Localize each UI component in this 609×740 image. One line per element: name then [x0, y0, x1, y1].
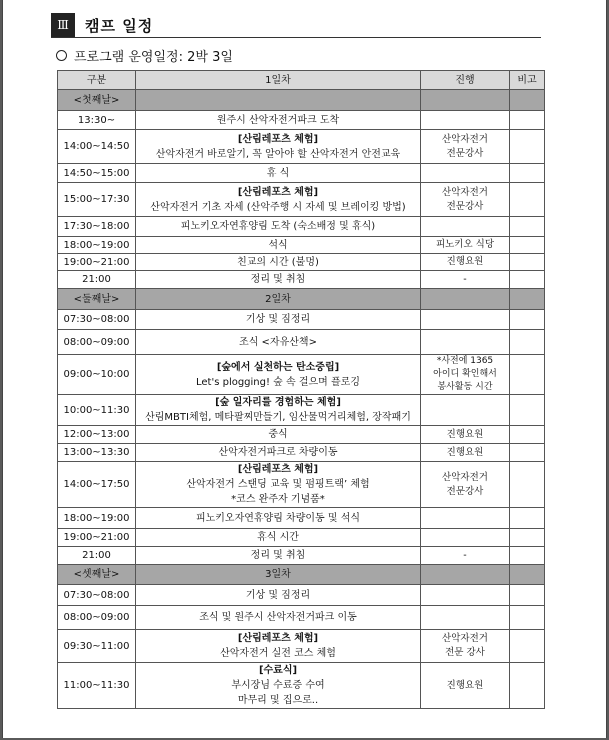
remarks-cell: [510, 355, 545, 395]
program-line: 피노키오자연휴양림 차량이동 및 석식: [195, 512, 361, 524]
schedule-row: [58, 395, 545, 426]
host-line: 전문강사: [446, 147, 484, 159]
program-cell: [136, 630, 421, 663]
circle-bullet-icon: [56, 50, 67, 61]
host-line: *사전에 1365: [436, 356, 494, 366]
schedule-row: [58, 237, 545, 254]
host-line: -: [463, 549, 467, 561]
time-cell: 08:00~09:00: [58, 330, 136, 355]
program-cell: [136, 606, 421, 630]
time-cell: 09:00~10:00: [58, 355, 136, 395]
table-header-row: [58, 71, 545, 90]
program-cell: [136, 663, 421, 709]
program-cell: [136, 330, 421, 355]
remarks-cell: [510, 164, 545, 183]
schedule-row: [58, 310, 545, 330]
day-divider-row: [58, 90, 545, 111]
program-line: 산악자전거 스탠딩 교육 및 펌핑트랙’ 체험: [186, 479, 370, 490]
program-line: Let's plogging! 숲 속 걸으며 플로깅: [195, 376, 360, 388]
program-cell: [136, 395, 421, 426]
host-cell: [421, 254, 510, 271]
host-cell: [421, 183, 510, 217]
program-cell: [136, 508, 421, 529]
remarks-cell: [510, 606, 545, 630]
remarks-cell: [510, 529, 545, 547]
host-line: 진행요원: [446, 679, 484, 691]
schedule-row: [58, 355, 545, 395]
remarks-cell: [510, 444, 545, 462]
header-remarks: 비고: [510, 71, 545, 90]
day-label: <둘째날>: [58, 289, 136, 310]
schedule-row: [58, 130, 545, 164]
section-underline: [51, 37, 541, 38]
host-cell: [421, 606, 510, 630]
host-line: 산악자전거: [442, 133, 488, 145]
header-category: 구분: [58, 71, 136, 90]
program-cell: [136, 529, 421, 547]
schedule-body: [58, 90, 545, 709]
host-line: 진행요원: [446, 256, 484, 267]
host-line: 전문강사: [446, 200, 484, 212]
program-line: 산악자전거 바로알기, 꼭 알아야 할 산악자전거 안전교육: [155, 148, 401, 160]
time-cell: 18:00~19:00: [58, 237, 136, 254]
host-cell: [421, 130, 510, 164]
program-line: 피노키오자연휴양림 도착 (숙소배정 및 휴식): [180, 221, 376, 232]
schedule-row: [58, 271, 545, 289]
day-number: 2일차: [136, 289, 421, 310]
host-cell: [421, 271, 510, 289]
host-cell: [421, 111, 510, 130]
program-duration-text: 프로그램 운영일정: 2박 3일: [74, 50, 233, 65]
time-cell: 13:00~13:30: [58, 444, 136, 462]
remarks-cell: [510, 630, 545, 663]
day-label: <셋째날>: [58, 565, 136, 585]
host-line: 전문강사: [446, 485, 484, 497]
day-host-cell: [421, 90, 510, 111]
program-line: 정리 및 취침: [250, 274, 306, 285]
host-line: 진행요원: [446, 446, 484, 458]
time-cell: 08:00~09:00: [58, 606, 136, 630]
time-cell: 14:50~15:00: [58, 164, 136, 183]
program-duration: [56, 46, 233, 65]
schedule-row: [58, 164, 545, 183]
program-cell: [136, 130, 421, 164]
program-line: 기상 및 짐정리: [245, 589, 311, 601]
remarks-cell: [510, 508, 545, 529]
remarks-cell: [510, 663, 545, 709]
time-cell: 19:00~21:00: [58, 529, 136, 547]
day-host-cell: [421, 289, 510, 310]
schedule-row: [58, 585, 545, 606]
host-cell: [421, 547, 510, 565]
program-line: [산림레포츠 체험]: [237, 633, 319, 644]
header-host: 진행: [421, 71, 510, 90]
remarks-cell: [510, 330, 545, 355]
program-cell: [136, 444, 421, 462]
program-cell: [136, 585, 421, 606]
program-line: [산림레포츠 체험]: [237, 133, 319, 145]
time-cell: 19:00~21:00: [58, 254, 136, 271]
host-line: 전문 강사: [445, 647, 485, 658]
remarks-cell: [510, 183, 545, 217]
program-line: 휴식 시간: [257, 532, 299, 543]
program-cell: [136, 355, 421, 395]
section-header: [51, 13, 541, 37]
time-cell: 11:00~11:30: [58, 663, 136, 709]
remarks-cell: [510, 462, 545, 508]
program-line: 마무리 및 집으로..: [237, 695, 319, 706]
host-cell: [421, 426, 510, 444]
program-line: 부시장님 수료증 수여: [231, 680, 325, 691]
schedule-row: [58, 426, 545, 444]
host-cell: [421, 630, 510, 663]
time-cell: 21:00: [58, 271, 136, 289]
time-cell: 18:00~19:00: [58, 508, 136, 529]
schedule-row: [58, 462, 545, 508]
host-cell: [421, 508, 510, 529]
program-line: 산악자전거파크로 차량이동: [218, 447, 338, 458]
time-cell: 14:00~17:50: [58, 462, 136, 508]
program-line: 중식: [268, 429, 288, 440]
day-divider-row: [58, 289, 545, 310]
schedule-row: [58, 547, 545, 565]
host-cell: [421, 217, 510, 237]
program-line: 조식 및 원주시 산악자전거파크 이동: [199, 612, 357, 623]
section-number: Ⅲ: [51, 13, 75, 37]
schedule-row: [58, 330, 545, 355]
program-cell: [136, 462, 421, 508]
document-page: [2, 0, 607, 738]
host-cell: [421, 237, 510, 254]
remarks-cell: [510, 395, 545, 426]
host-cell: [421, 585, 510, 606]
program-cell: [136, 237, 421, 254]
time-cell: 10:00~11:30: [58, 395, 136, 426]
schedule-row: [58, 111, 545, 130]
day-remarks-cell: [510, 90, 545, 111]
time-cell: 07:30~08:00: [58, 310, 136, 330]
program-line: 친교의 시간 (불멍): [237, 256, 319, 268]
program-cell: [136, 547, 421, 565]
host-line: 피노키오 식당: [435, 239, 495, 250]
program-cell: [136, 310, 421, 330]
host-line: -: [463, 273, 467, 285]
program-cell: [136, 254, 421, 271]
schedule-row: [58, 183, 545, 217]
remarks-cell: [510, 111, 545, 130]
host-line: 아이디 확인해서: [433, 369, 497, 379]
remarks-cell: [510, 547, 545, 565]
remarks-cell: [510, 130, 545, 164]
remarks-cell: [510, 237, 545, 254]
program-line: [숲 일자리를 경험하는 체험]: [215, 397, 341, 408]
schedule-row: [58, 254, 545, 271]
remarks-cell: [510, 310, 545, 330]
schedule-row: [58, 606, 545, 630]
schedule-row: [58, 444, 545, 462]
remarks-cell: [510, 426, 545, 444]
host-cell: [421, 663, 510, 709]
time-cell: 09:30~11:00: [58, 630, 136, 663]
schedule-row: [58, 630, 545, 663]
host-line: 산악자전거: [442, 471, 488, 483]
day-number: 3일차: [136, 565, 421, 585]
program-cell: [136, 217, 421, 237]
schedule-table: [57, 70, 545, 709]
day-divider-row: [58, 565, 545, 585]
program-line: 산악자전거 기초 자세 (산악주행 시 자세 및 브레이킹 방법): [150, 201, 406, 213]
time-cell: 13:30~: [58, 111, 136, 130]
host-line: 산악자전거: [442, 633, 488, 644]
remarks-cell: [510, 585, 545, 606]
program-line: [산림레포츠 체험]: [237, 186, 319, 198]
program-line: [수료식]: [258, 665, 298, 676]
host-cell: [421, 310, 510, 330]
day-host-cell: [421, 565, 510, 585]
host-cell: [421, 395, 510, 426]
schedule-row: [58, 529, 545, 547]
host-line: 진행요원: [446, 428, 484, 440]
program-line: 석식: [268, 239, 288, 251]
remarks-cell: [510, 254, 545, 271]
time-cell: 17:30~18:00: [58, 217, 136, 237]
program-line: 기상 및 짐정리: [245, 314, 311, 325]
time-cell: 07:30~08:00: [58, 585, 136, 606]
time-cell: 14:00~14:50: [58, 130, 136, 164]
program-line: 휴 식: [266, 167, 290, 179]
schedule-row: [58, 217, 545, 237]
program-line: [산림레포츠 체험]: [237, 464, 319, 475]
host-line: 산악자전거: [442, 186, 488, 198]
program-line: 조식 <자유산책>: [239, 336, 317, 348]
time-cell: 15:00~17:30: [58, 183, 136, 217]
schedule-row: [58, 508, 545, 529]
remarks-cell: [510, 271, 545, 289]
program-line: 산악자전거 실전 코스 체험: [220, 648, 336, 659]
program-cell: [136, 164, 421, 183]
host-cell: [421, 529, 510, 547]
remarks-cell: [510, 217, 545, 237]
time-cell: 21:00: [58, 547, 136, 565]
day-label: <첫째날>: [58, 90, 136, 111]
host-cell: [421, 462, 510, 508]
program-cell: [136, 271, 421, 289]
program-cell: [136, 111, 421, 130]
header-program: 1일차: [136, 71, 421, 90]
program-line: 산림MBTI체험, 메타팔찌만들기, 임산물먹거리체험, 장작패기: [145, 412, 411, 423]
program-cell: [136, 183, 421, 217]
host-line: 봉사활동 시간: [437, 382, 493, 392]
host-cell: [421, 355, 510, 395]
day-number: [136, 90, 421, 111]
day-remarks-cell: [510, 289, 545, 310]
host-cell: [421, 330, 510, 355]
host-cell: [421, 164, 510, 183]
program-line: 정리 및 취침: [250, 550, 306, 561]
day-remarks-cell: [510, 565, 545, 585]
time-cell: 12:00~13:00: [58, 426, 136, 444]
program-line: 원주시 산악자전거파크 도착: [216, 114, 340, 126]
host-cell: [421, 444, 510, 462]
program-line: *코스 완주자 기념품*: [231, 494, 325, 505]
program-cell: [136, 426, 421, 444]
program-line: [숲에서 실천하는 탄소중립]: [216, 361, 340, 373]
section-title: 캠프 일정: [85, 17, 154, 35]
schedule-row: [58, 663, 545, 709]
